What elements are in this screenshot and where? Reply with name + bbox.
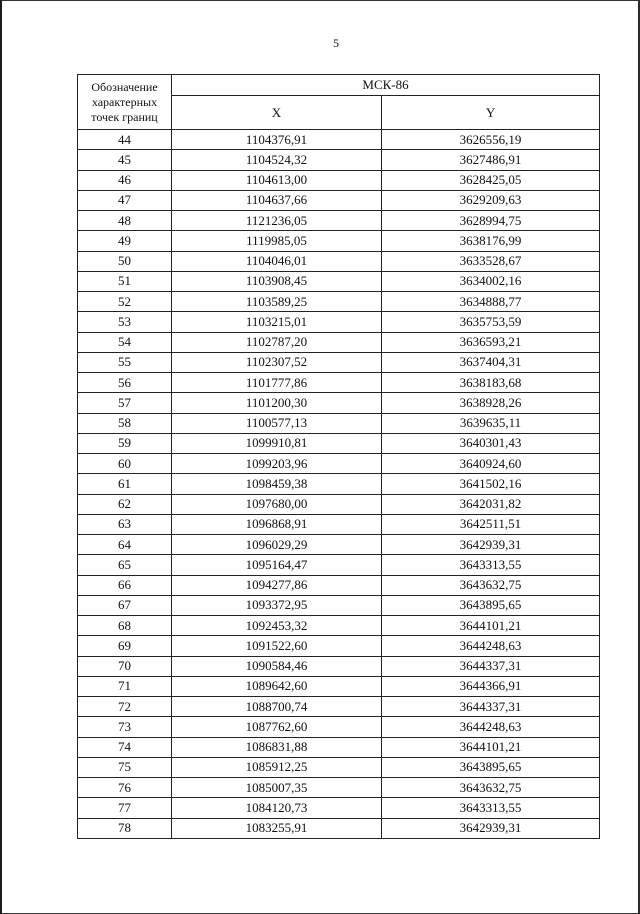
table-row: [78, 130, 600, 150]
x-coordinate-cell: 1085007,35: [172, 778, 382, 798]
point-id-cell: 48: [78, 211, 172, 231]
y-coordinate-cell: 3642031,82: [382, 494, 600, 514]
point-id-cell: 60: [78, 454, 172, 474]
point-id-cell: 50: [78, 251, 172, 271]
table-row: [78, 494, 600, 514]
y-coordinate-cell: 3644248,63: [382, 636, 600, 656]
y-coordinate-cell: 3644337,31: [382, 656, 600, 676]
y-coordinate-cell: 3628994,75: [382, 211, 600, 231]
coordinates-table: [77, 74, 600, 839]
point-id-cell: 65: [78, 555, 172, 575]
x-coordinate-cell: 1104613,00: [172, 170, 382, 190]
table-row: [78, 231, 600, 251]
x-coordinate-cell: 1091522,60: [172, 636, 382, 656]
point-id-cell: 52: [78, 292, 172, 312]
table-row: [78, 656, 600, 676]
y-coordinate-cell: 3644337,31: [382, 697, 600, 717]
point-id-cell: 66: [78, 575, 172, 595]
y-coordinate-cell: 3634002,16: [382, 271, 600, 291]
point-id-cell: 56: [78, 373, 172, 393]
table-row: [78, 676, 600, 696]
y-coordinate-cell: 3640301,43: [382, 433, 600, 453]
point-id-cell: 59: [78, 433, 172, 453]
x-column-header: X: [172, 96, 382, 130]
x-coordinate-cell: 1097680,00: [172, 494, 382, 514]
point-id-cell: 57: [78, 393, 172, 413]
y-coordinate-cell: 3642511,51: [382, 514, 600, 534]
table-row: [78, 352, 600, 372]
point-id-cell: 45: [78, 150, 172, 170]
table-row: [78, 778, 600, 798]
table-row: [78, 798, 600, 818]
x-coordinate-cell: 1103215,01: [172, 312, 382, 332]
point-id-cell: 53: [78, 312, 172, 332]
y-column-header: Y: [382, 96, 600, 130]
point-id-cell: 68: [78, 616, 172, 636]
y-coordinate-cell: 3633528,67: [382, 251, 600, 271]
x-coordinate-cell: 1087762,60: [172, 717, 382, 737]
table-row: [78, 757, 600, 777]
point-id-cell: 63: [78, 514, 172, 534]
y-coordinate-cell: 3639635,11: [382, 413, 600, 433]
point-id-cell: 74: [78, 737, 172, 757]
table-row: [78, 474, 600, 494]
table-row: [78, 555, 600, 575]
point-id-cell: 78: [78, 818, 172, 838]
table-row: [78, 514, 600, 534]
point-id-cell: 61: [78, 474, 172, 494]
table-row: [78, 818, 600, 838]
y-coordinate-cell: 3637404,31: [382, 352, 600, 372]
point-id-cell: 77: [78, 798, 172, 818]
x-coordinate-cell: 1083255,91: [172, 818, 382, 838]
table-row: [78, 697, 600, 717]
x-coordinate-cell: 1101777,86: [172, 373, 382, 393]
point-header-line-3: точек границ: [91, 109, 158, 124]
y-coordinate-cell: 3641502,16: [382, 474, 600, 494]
table-row: [78, 454, 600, 474]
x-coordinate-cell: 1121236,05: [172, 211, 382, 231]
table-row: [78, 150, 600, 170]
y-coordinate-cell: 3644248,63: [382, 717, 600, 737]
y-coordinate-cell: 3627486,91: [382, 150, 600, 170]
table-row: [78, 190, 600, 210]
y-coordinate-cell: 3643895,65: [382, 757, 600, 777]
y-coordinate-cell: 3626556,19: [382, 130, 600, 150]
y-coordinate-cell: 3642939,31: [382, 818, 600, 838]
table-header: [78, 75, 600, 130]
y-coordinate-cell: 3640924,60: [382, 454, 600, 474]
table-row: [78, 332, 600, 352]
y-coordinate-cell: 3644101,21: [382, 737, 600, 757]
x-coordinate-cell: 1119985,05: [172, 231, 382, 251]
x-coordinate-cell: 1084120,73: [172, 798, 382, 818]
x-coordinate-cell: 1103589,25: [172, 292, 382, 312]
header-row-top: [78, 75, 600, 96]
table-row: [78, 170, 600, 190]
page-number: 5: [333, 36, 339, 50]
y-coordinate-cell: 3638928,26: [382, 393, 600, 413]
table-row: [78, 373, 600, 393]
x-coordinate-cell: 1095164,47: [172, 555, 382, 575]
x-coordinate-cell: 1096029,29: [172, 535, 382, 555]
x-coordinate-cell: 1088700,74: [172, 697, 382, 717]
table-row: [78, 312, 600, 332]
table-row: [78, 636, 600, 656]
table-row: [78, 535, 600, 555]
y-coordinate-cell: 3629209,63: [382, 190, 600, 210]
table-row: [78, 271, 600, 291]
y-coordinate-cell: 3634888,77: [382, 292, 600, 312]
point-id-cell: 46: [78, 170, 172, 190]
point-header-line-1: Обозначение: [91, 79, 158, 94]
y-coordinate-cell: 3638176,99: [382, 231, 600, 251]
point-id-cell: 54: [78, 332, 172, 352]
point-id-cell: 75: [78, 757, 172, 777]
point-id-cell: 76: [78, 778, 172, 798]
y-coordinate-cell: 3644366,91: [382, 676, 600, 696]
table-row: [78, 393, 600, 413]
y-coordinate-cell: 3643313,55: [382, 798, 600, 818]
point-id-cell: 72: [78, 697, 172, 717]
table-row: [78, 413, 600, 433]
x-coordinate-cell: 1103908,45: [172, 271, 382, 291]
point-id-cell: 73: [78, 717, 172, 737]
table-row: [78, 717, 600, 737]
point-id-cell: 47: [78, 190, 172, 210]
x-coordinate-cell: 1099910,81: [172, 433, 382, 453]
point-id-cell: 44: [78, 130, 172, 150]
x-coordinate-cell: 1092453,32: [172, 616, 382, 636]
x-coordinate-cell: 1102307,52: [172, 352, 382, 372]
table-row: [78, 616, 600, 636]
x-coordinate-cell: 1104637,66: [172, 190, 382, 210]
point-id-cell: 62: [78, 494, 172, 514]
y-coordinate-cell: 3642939,31: [382, 535, 600, 555]
point-id-cell: 49: [78, 231, 172, 251]
point-id-cell: 67: [78, 595, 172, 615]
table-row: [78, 433, 600, 453]
x-coordinate-cell: 1101200,30: [172, 393, 382, 413]
y-coordinate-cell: 3643632,75: [382, 778, 600, 798]
x-coordinate-cell: 1096868,91: [172, 514, 382, 534]
x-coordinate-cell: 1090584,46: [172, 656, 382, 676]
x-coordinate-cell: 1104524,32: [172, 150, 382, 170]
point-id-cell: 55: [78, 352, 172, 372]
point-id-cell: 69: [78, 636, 172, 656]
point-id-cell: 64: [78, 535, 172, 555]
x-coordinate-cell: 1094277,86: [172, 575, 382, 595]
x-coordinate-cell: 1098459,38: [172, 474, 382, 494]
x-coordinate-cell: 1104376,91: [172, 130, 382, 150]
x-coordinate-cell: 1104046,01: [172, 251, 382, 271]
point-id-cell: 70: [78, 656, 172, 676]
y-coordinate-cell: 3635753,59: [382, 312, 600, 332]
y-coordinate-cell: 3638183,68: [382, 373, 600, 393]
table-row: [78, 211, 600, 231]
point-id-cell: 51: [78, 271, 172, 291]
table-body: [78, 130, 600, 839]
table-row: [78, 595, 600, 615]
point-designation-header: [78, 75, 172, 130]
y-coordinate-cell: 3643313,55: [382, 555, 600, 575]
y-coordinate-cell: 3643632,75: [382, 575, 600, 595]
x-coordinate-cell: 1089642,60: [172, 676, 382, 696]
y-coordinate-cell: 3636593,21: [382, 332, 600, 352]
point-id-cell: 71: [78, 676, 172, 696]
point-id-cell: 58: [78, 413, 172, 433]
point-header-line-2: характерных: [91, 94, 158, 109]
table-row: [78, 251, 600, 271]
x-coordinate-cell: 1085912,25: [172, 757, 382, 777]
y-coordinate-cell: 3643895,65: [382, 595, 600, 615]
x-coordinate-cell: 1100577,13: [172, 413, 382, 433]
x-coordinate-cell: 1093372,95: [172, 595, 382, 615]
table-row: [78, 737, 600, 757]
y-coordinate-cell: 3628425,05: [382, 170, 600, 190]
x-coordinate-cell: 1099203,96: [172, 454, 382, 474]
coordinate-system-header: МСК-86: [172, 75, 600, 96]
x-coordinate-cell: 1086831,88: [172, 737, 382, 757]
table-row: [78, 575, 600, 595]
table-row: [78, 292, 600, 312]
x-coordinate-cell: 1102787,20: [172, 332, 382, 352]
y-coordinate-cell: 3644101,21: [382, 616, 600, 636]
